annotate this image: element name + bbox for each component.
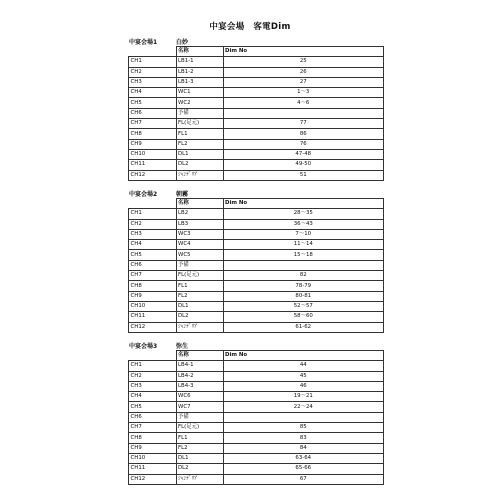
name-cell: WC3 xyxy=(176,229,223,239)
header-blank-cell xyxy=(129,351,177,361)
table-row xyxy=(129,423,384,433)
table-header-row xyxy=(129,351,384,361)
dim-cell: 67 xyxy=(223,474,384,484)
dim-cell: 80-81 xyxy=(223,291,384,301)
channel-cell: CH9 xyxy=(129,443,177,453)
dim-cell: 26 xyxy=(223,67,384,77)
name-cell: WC2 xyxy=(176,98,223,108)
dim-cell: 22～24 xyxy=(223,402,384,412)
dim-cell: 82 xyxy=(223,271,384,281)
dim-cell: 36～43 xyxy=(223,219,384,229)
dim-cell xyxy=(223,260,384,270)
header-name-cell: 名称 xyxy=(176,199,223,209)
channel-cell: CH2 xyxy=(129,219,177,229)
name-cell: FL1 xyxy=(176,129,223,139)
channel-cell: CH6 xyxy=(129,108,177,118)
dim-cell: 76 xyxy=(223,139,384,149)
dim-cell: 15～18 xyxy=(223,250,384,260)
section-name: 中宴会場2 xyxy=(129,191,158,198)
header-blank-cell xyxy=(129,47,177,57)
table-row xyxy=(129,57,384,67)
header-dim-cell: Dim No xyxy=(223,351,384,361)
table-row xyxy=(129,250,384,260)
dim-cell: 28～35 xyxy=(223,209,384,219)
dim-cell: 77 xyxy=(223,119,384,129)
channel-cell: CH11 xyxy=(129,312,177,322)
channel-cell: CH1 xyxy=(129,209,177,219)
name-cell: LB4-3 xyxy=(176,381,223,391)
channel-cell: CH3 xyxy=(129,229,177,239)
name-cell: FL1 xyxy=(176,433,223,443)
section-header xyxy=(128,187,384,198)
dim-cell: 85 xyxy=(223,423,384,433)
name-cell: WC1 xyxy=(176,88,223,98)
table-row xyxy=(129,108,384,118)
table-header-row xyxy=(129,47,384,57)
header-blank-cell xyxy=(129,199,177,209)
section-hall-3 xyxy=(128,339,384,485)
channel-cell: CH5 xyxy=(129,402,177,412)
channel-cell: CH4 xyxy=(129,392,177,402)
name-cell: LB4-2 xyxy=(176,371,223,381)
table-row xyxy=(129,433,384,443)
name-cell: ｼｬﾝﾃﾞﾘｱ xyxy=(176,474,223,484)
channel-cell: CH9 xyxy=(129,291,177,301)
name-cell: FL2 xyxy=(176,291,223,301)
table-row xyxy=(129,129,384,139)
channel-cell: CH12 xyxy=(129,474,177,484)
dim-cell: 61-62 xyxy=(223,322,384,332)
channel-cell: CH11 xyxy=(129,160,177,170)
channel-cell: CH8 xyxy=(129,129,177,139)
name-cell: WC5 xyxy=(176,250,223,260)
channel-cell: CH10 xyxy=(129,453,177,463)
channel-table xyxy=(128,46,384,181)
name-cell: FL(足元) xyxy=(176,423,223,433)
name-cell: FL(足元) xyxy=(176,119,223,129)
channel-cell: CH12 xyxy=(129,170,177,180)
table-row xyxy=(129,281,384,291)
table-row xyxy=(129,219,384,229)
channel-cell: CH3 xyxy=(129,77,177,87)
dim-cell: 86 xyxy=(223,129,384,139)
channel-cell: CH7 xyxy=(129,271,177,281)
dim-cell: 27 xyxy=(223,77,384,87)
name-cell: ｼｬﾝﾃﾞﾘｱ xyxy=(176,170,223,180)
name-cell: LB1-1 xyxy=(176,57,223,67)
section-hall-1 xyxy=(128,35,384,181)
channel-cell: CH2 xyxy=(129,371,177,381)
name-cell: DL1 xyxy=(176,149,223,159)
section-subtitle: 白妙 xyxy=(176,39,189,46)
channel-cell: CH8 xyxy=(129,433,177,443)
table-row xyxy=(129,443,384,453)
header-dim-cell: Dim No xyxy=(223,47,384,57)
name-cell: DL2 xyxy=(176,160,223,170)
section-name: 中宴会場3 xyxy=(129,343,158,350)
name-cell: 予備 xyxy=(176,412,223,422)
dim-cell: 47-48 xyxy=(223,149,384,159)
table-row xyxy=(129,139,384,149)
table-row xyxy=(129,322,384,332)
table-row xyxy=(129,119,384,129)
name-cell: DL1 xyxy=(176,301,223,311)
table-row xyxy=(129,412,384,422)
table-row xyxy=(129,170,384,180)
dim-cell: 63-64 xyxy=(223,453,384,463)
table-row xyxy=(129,98,384,108)
name-cell: DL1 xyxy=(176,453,223,463)
name-cell: LB1-3 xyxy=(176,77,223,87)
dim-cell: 49-50 xyxy=(223,160,384,170)
name-cell: WC6 xyxy=(176,392,223,402)
channel-cell: CH12 xyxy=(129,322,177,332)
table-row xyxy=(129,88,384,98)
channel-cell: CH5 xyxy=(129,98,177,108)
name-cell: WC7 xyxy=(176,402,223,412)
dim-cell: 44 xyxy=(223,361,384,371)
dim-cell: 65-66 xyxy=(223,464,384,474)
table-row xyxy=(129,301,384,311)
name-cell: LB3 xyxy=(176,219,223,229)
dim-cell: 45 xyxy=(223,371,384,381)
table-row xyxy=(129,160,384,170)
name-cell: LB4-1 xyxy=(176,361,223,371)
channel-cell: CH1 xyxy=(129,361,177,371)
table-row xyxy=(129,464,384,474)
channel-cell: CH10 xyxy=(129,149,177,159)
dim-cell xyxy=(223,412,384,422)
channel-cell: CH6 xyxy=(129,412,177,422)
channel-table xyxy=(128,198,384,333)
name-cell: 予備 xyxy=(176,260,223,270)
name-cell: DL2 xyxy=(176,312,223,322)
table-row xyxy=(129,291,384,301)
table-row xyxy=(129,381,384,391)
table-row xyxy=(129,209,384,219)
header-name-cell: 名称 xyxy=(176,47,223,57)
dim-cell: 1～3 xyxy=(223,88,384,98)
channel-cell: CH9 xyxy=(129,139,177,149)
name-cell: FL(足元) xyxy=(176,271,223,281)
header-name-cell: 名称 xyxy=(176,351,223,361)
channel-cell: CH8 xyxy=(129,281,177,291)
table-row xyxy=(129,271,384,281)
table-row xyxy=(129,77,384,87)
name-cell: LB2 xyxy=(176,209,223,219)
table-row xyxy=(129,240,384,250)
channel-cell: CH1 xyxy=(129,57,177,67)
table-row xyxy=(129,312,384,322)
dim-cell: 83 xyxy=(223,433,384,443)
dim-cell: 4～6 xyxy=(223,98,384,108)
header-dim-cell: Dim No xyxy=(223,199,384,209)
table-row xyxy=(129,229,384,239)
name-cell: FL1 xyxy=(176,281,223,291)
dim-cell: 52～57 xyxy=(223,301,384,311)
channel-cell: CH2 xyxy=(129,67,177,77)
channel-table xyxy=(128,350,384,485)
section-subtitle: 朝霧 xyxy=(176,191,189,198)
channel-cell: CH11 xyxy=(129,464,177,474)
table-row xyxy=(129,474,384,484)
dim-cell: 58～60 xyxy=(223,312,384,322)
table-row xyxy=(129,453,384,463)
channel-cell: CH5 xyxy=(129,250,177,260)
name-cell: LB1-2 xyxy=(176,67,223,77)
dim-cell: 19～21 xyxy=(223,392,384,402)
channel-cell: CH6 xyxy=(129,260,177,270)
table-row xyxy=(129,361,384,371)
table-row xyxy=(129,371,384,381)
document-title: 中宴会場 客電Dim xyxy=(209,22,291,32)
channel-cell: CH10 xyxy=(129,301,177,311)
name-cell: DL2 xyxy=(176,464,223,474)
dim-cell: 7～10 xyxy=(223,229,384,239)
name-cell: FL2 xyxy=(176,139,223,149)
dim-cell: 84 xyxy=(223,443,384,453)
section-name: 中宴会場1 xyxy=(129,39,158,46)
channel-cell: CH3 xyxy=(129,381,177,391)
table-header-row xyxy=(129,199,384,209)
section-header xyxy=(128,339,384,350)
name-cell: 予備 xyxy=(176,108,223,118)
name-cell: FL2 xyxy=(176,443,223,453)
dim-cell: 46 xyxy=(223,381,384,391)
section-subtitle: 弥生 xyxy=(176,343,189,350)
table-row xyxy=(129,149,384,159)
dim-cell: 78-79 xyxy=(223,281,384,291)
channel-cell: CH4 xyxy=(129,240,177,250)
section-header xyxy=(128,35,384,46)
name-cell: WC4 xyxy=(176,240,223,250)
dim-cell: 51 xyxy=(223,170,384,180)
channel-cell: CH4 xyxy=(129,88,177,98)
dim-cell xyxy=(223,108,384,118)
table-row xyxy=(129,260,384,270)
dim-cell: 25 xyxy=(223,57,384,67)
table-row xyxy=(129,402,384,412)
dim-cell: 11～14 xyxy=(223,240,384,250)
name-cell: ｼｬﾝﾃﾞﾘｱ xyxy=(176,322,223,332)
table-row xyxy=(129,67,384,77)
table-row xyxy=(129,392,384,402)
channel-cell: CH7 xyxy=(129,119,177,129)
channel-cell: CH7 xyxy=(129,423,177,433)
section-hall-2 xyxy=(128,187,384,333)
